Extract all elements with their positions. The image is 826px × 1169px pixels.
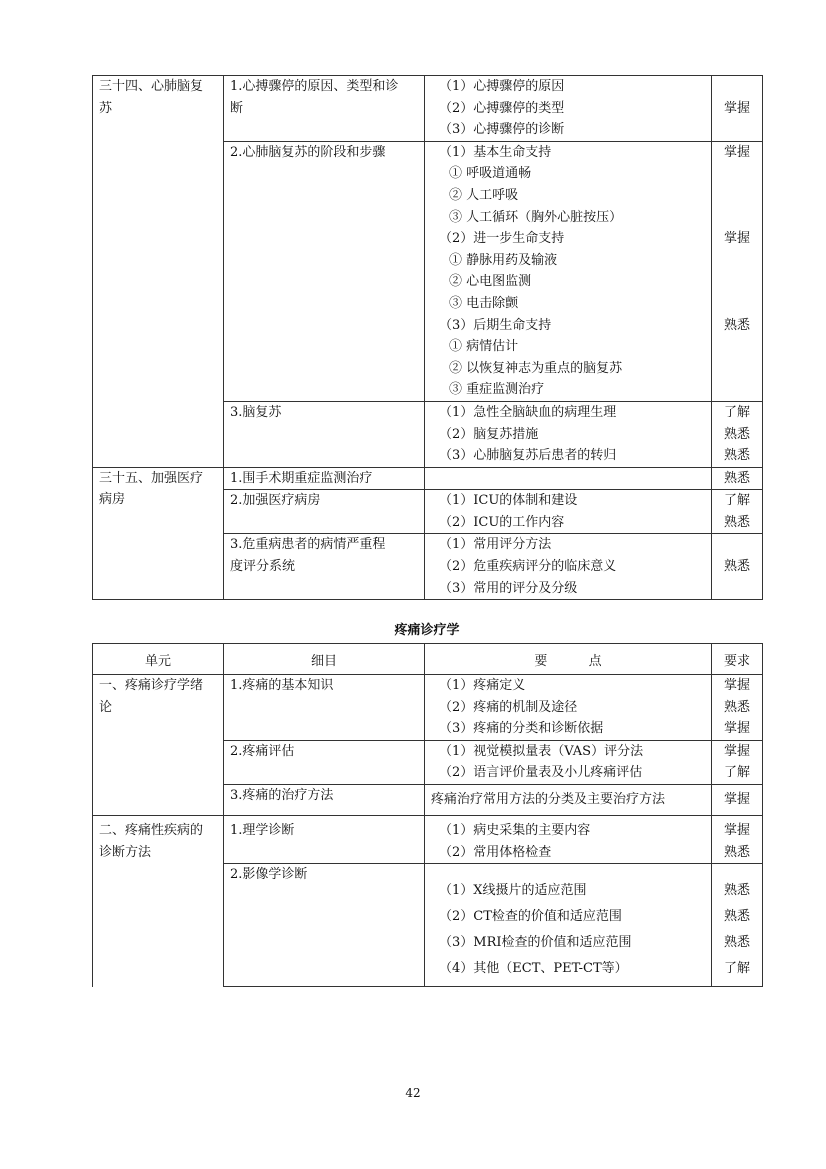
req-cell: 掌握 [712, 784, 763, 815]
item-cell: 2.加强医疗病房 [224, 490, 425, 534]
item-cell: 1.心搏骤停的原因、类型和诊 断 [224, 76, 425, 142]
points-cell: （1）X线摄片的适应范围 （2）CT检查的价值和适应范围 （3）MRI检查的价值和适应范围 （4）其他（ECT、PET-CT等） [425, 864, 712, 987]
req-cell: 掌握 熟悉 [712, 815, 763, 863]
req-cell: 熟悉 熟悉 熟悉 了解 [712, 864, 763, 987]
pain-medicine-table [92, 643, 763, 987]
section-title: 疼痛诊疗学 [394, 623, 460, 638]
column-header-points: 要 点 [425, 644, 712, 675]
item-cell: 3.危重病患者的病情严重程 度评分系统 [224, 534, 425, 600]
item-cell: 2.影像学诊断 [224, 864, 425, 987]
table-row [93, 467, 763, 490]
points-cell: （1）视觉模拟量表（VAS）评分法 （2）语言评价量表及小儿疼痛评估 [425, 740, 712, 784]
unit-cell: 一、疼痛诊疗学绪 论 [93, 675, 224, 816]
item-cell: 3.疼痛的治疗方法 [224, 784, 425, 815]
points-cell: 疼痛治疗常用方法的分类及主要治疗方法 [425, 784, 712, 815]
points-cell: （1）基本生命支持 ① 呼吸道通畅 ② 人工呼吸 ③ 人工循环（胸外心脏按压） （2）进一步生命支持 ① 静脉用药及输液 ② 心电图监测 ③ 电击除颤 （3）后期生命支持 ① 病情估计 ② 以恢复神志为重点的脑复苏 ③ 重症监测治疗 [425, 141, 712, 401]
req-cell: 熟悉 [712, 467, 763, 490]
item-cell: 2.疼痛评估 [224, 740, 425, 784]
req-cell: 了解 熟悉 [712, 490, 763, 534]
table-header-row [93, 644, 763, 675]
column-header-unit: 单元 [93, 644, 224, 675]
item-cell: 3.脑复苏 [224, 401, 425, 467]
column-header-item: 细目 [224, 644, 425, 675]
points-cell [425, 467, 712, 490]
points-cell: （1）病史采集的主要内容 （2）常用体格检查 [425, 815, 712, 863]
table-row [93, 675, 763, 741]
points-cell: （1）心搏骤停的原因 （2）心搏骤停的类型 （3）心搏骤停的诊断 [425, 76, 712, 142]
page-number: 42 [405, 1086, 421, 1100]
unit-cell: 三十四、心肺脑复 苏 [93, 76, 224, 468]
req-cell: 掌握 掌握 熟悉 [712, 141, 763, 401]
points-cell: （1）疼痛定义 （2）疼痛的机制及途径 （3）疼痛的分类和诊断依据 [425, 675, 712, 741]
points-cell: （1）常用评分方法 （2）危重疾病评分的临床意义 （3）常用的评分及分级 [425, 534, 712, 600]
item-cell: 1.疼痛的基本知识 [224, 675, 425, 741]
item-cell: 1.围手术期重症监测治疗 [224, 467, 425, 490]
cpr-icu-table [92, 75, 763, 600]
item-cell: 1.理学诊断 [224, 815, 425, 863]
req-cell: 掌握 了解 [712, 740, 763, 784]
req-cell: 掌握 熟悉 掌握 [712, 675, 763, 741]
column-header-requirement: 要求 [712, 644, 763, 675]
points-cell: （1）急性全脑缺血的病理生理 （2）脑复苏措施 （3）心肺脑复苏后患者的转归 [425, 401, 712, 467]
unit-cell: 二、疼痛性疾病的 诊断方法 [93, 815, 224, 986]
table-row [93, 815, 763, 863]
points-cell: （1）ICU的体制和建设 （2）ICU的工作内容 [425, 490, 712, 534]
req-cell: 了解 熟悉 熟悉 [712, 401, 763, 467]
unit-cell: 三十五、加强医疗 病房 [93, 467, 224, 600]
req-cell: 熟悉 [712, 534, 763, 600]
req-cell: 掌握 [712, 76, 763, 142]
item-cell: 2.心肺脑复苏的阶段和步骤 [224, 141, 425, 401]
table-row [93, 76, 763, 142]
